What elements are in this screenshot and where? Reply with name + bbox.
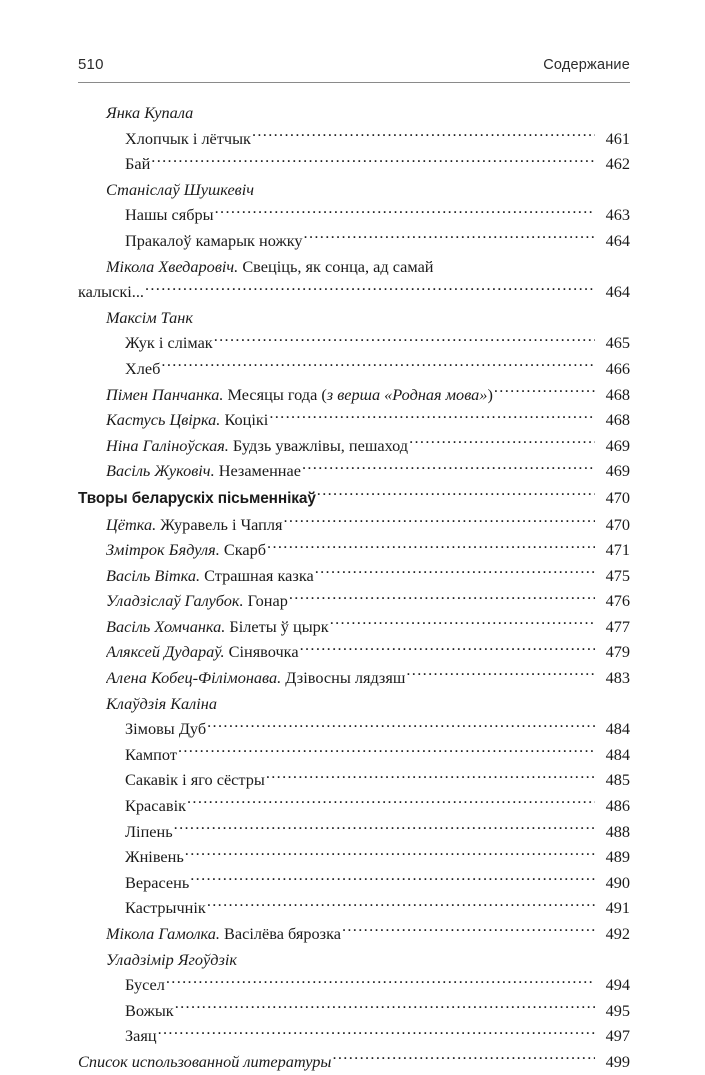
toc-leader-dots	[302, 460, 595, 476]
toc-entry-label: калыскі...	[78, 282, 144, 302]
toc-entry-label: Кастрычнік	[125, 898, 206, 918]
toc-entry-author: Ніна Галіноўская.	[106, 435, 229, 455]
toc-entry-author: Васіль Хомчанка.	[106, 616, 226, 636]
toc-entry-author: Васіль Жуковіч.	[106, 461, 215, 481]
toc-entry[interactable]	[78, 433, 630, 459]
toc-entry[interactable]	[78, 1049, 630, 1075]
toc-entry-page-number: 464	[605, 282, 630, 302]
toc-entry-page-number: 465	[605, 333, 630, 353]
toc-entry-author: Цётка.	[106, 514, 157, 534]
toc-entry[interactable]	[78, 563, 630, 589]
toc-entry-author: Мікола Хведаровіч.	[106, 256, 239, 276]
toc-entry-label	[106, 614, 329, 640]
toc-entry[interactable]	[78, 279, 630, 305]
toc-entry[interactable]	[78, 228, 630, 254]
toc-entry-label	[106, 458, 301, 484]
toc-entry-page-number: 475	[605, 565, 630, 585]
toc-entry-author: Мікола Гамолка.	[106, 924, 220, 943]
toc-entry-author: Васіль Вітка.	[106, 565, 201, 585]
toc-entry[interactable]	[78, 614, 630, 640]
toc-entry[interactable]	[78, 356, 630, 382]
page-folio-number: 510	[78, 56, 104, 73]
toc-leader-dots	[175, 999, 595, 1015]
toc-author-heading: Янка Купала	[106, 103, 194, 122]
toc-entry-label: Красавік	[125, 796, 186, 816]
toc-entry[interactable]	[78, 921, 630, 947]
toc-entry-page-number: 479	[605, 642, 630, 662]
toc-leader-dots	[166, 974, 595, 990]
toc-entry-label: Сакавік і яго сёстры	[125, 770, 265, 790]
toc-leader-dots	[269, 409, 595, 425]
toc-entry-author: Аляксей Дудараў.	[106, 642, 225, 662]
toc-entry-label: Нашы сябры	[125, 205, 214, 225]
toc-entry[interactable]	[78, 742, 630, 768]
toc-entry-page-number: 488	[605, 821, 630, 841]
toc-entry-label: Жнівень	[125, 847, 184, 867]
toc-entry-author: Кастусь Цвірка.	[106, 410, 221, 430]
toc-entry[interactable]	[78, 665, 630, 691]
toc-entry-page-number: 461	[605, 128, 630, 148]
toc-leader-dots	[284, 513, 596, 529]
toc-leader-dots	[494, 383, 595, 399]
toc-entry[interactable]	[78, 407, 630, 433]
toc-entry-label: Список использованной литературы	[78, 1051, 332, 1071]
page-running-head	[78, 56, 630, 73]
toc-entry-title: Свеціць, як сонца, ад самай	[238, 256, 434, 276]
toc-entry-page-number: 476	[605, 591, 630, 611]
toc-entry-label	[106, 433, 408, 459]
page-running-title: Содержание	[543, 57, 630, 73]
toc-entry-page-number: 470	[605, 514, 630, 534]
toc-entry-page-number: 497	[605, 1026, 630, 1046]
toc-leader-dots	[266, 769, 595, 785]
toc-entry[interactable]	[78, 330, 630, 356]
toc-entry-page-number: 462	[605, 154, 630, 174]
toc-entry-label	[106, 407, 268, 433]
toc-entry[interactable]	[78, 1023, 630, 1049]
toc-entry-label	[106, 665, 405, 691]
toc-entry-page-number: 468	[605, 384, 630, 404]
toc-entry-page-number: 495	[605, 1000, 630, 1020]
toc-entry-page-number: 490	[605, 872, 630, 892]
toc-entry[interactable]	[78, 767, 630, 793]
toc-entry-title: Будзь уважлівы, пешаход	[228, 435, 409, 455]
toc-author-heading: Станіслаў Шушкевіч	[106, 179, 255, 199]
toc-entry-title-tail: )	[487, 384, 493, 404]
toc-entry-label: Творы беларускіх пісьменнікаў	[78, 489, 316, 507]
toc-entry[interactable]	[78, 716, 630, 742]
toc-entry-label	[106, 639, 299, 665]
toc-entry[interactable]	[78, 126, 630, 152]
toc-entry-page-number: 492	[605, 924, 630, 943]
toc-leader-dots	[185, 846, 595, 862]
toc-entry-label	[106, 563, 314, 589]
toc-entry-title: Васілёва бярозка	[219, 924, 341, 943]
toc-entry[interactable]	[78, 537, 630, 563]
toc-entry-page-number: 484	[605, 719, 630, 739]
toc-entry-label: Бусел	[125, 975, 165, 995]
toc-entry-title: Сінявочка	[224, 642, 299, 662]
toc-leader-dots	[178, 744, 595, 760]
toc-leader-dots	[190, 872, 595, 888]
toc-entry-page-number: 463	[605, 205, 630, 225]
toc-leader-dots	[207, 897, 595, 913]
toc-leader-dots	[317, 487, 595, 503]
toc-entry-title: Гонар	[243, 591, 288, 611]
toc-entry-label: Бай	[125, 154, 151, 174]
toc-leader-dots	[145, 281, 595, 297]
toc-entry-page-number: 499	[605, 1051, 630, 1071]
toc-entry-page-number: 470	[605, 487, 630, 507]
toc-entry-page-number: 468	[605, 410, 630, 430]
toc-entry-page-number: 489	[605, 847, 630, 867]
toc-entry-title: Месяцы года (	[223, 384, 327, 404]
toc-entry-label	[106, 921, 341, 947]
toc-leader-dots	[406, 667, 595, 683]
toc-entry-label: Вожык	[125, 1000, 174, 1020]
toc-entry-label	[106, 537, 266, 563]
toc-leader-dots	[332, 1051, 595, 1067]
toc-leader-dots	[151, 153, 595, 169]
toc-leader-dots	[315, 564, 595, 580]
table-of-contents	[78, 100, 630, 1075]
toc-entry-label: Хлеб	[125, 358, 161, 378]
toc-leader-dots	[214, 332, 595, 348]
toc-entry[interactable]	[78, 151, 630, 177]
toc-entry[interactable]	[78, 793, 630, 819]
toc-entry-author: Алена Кобец-Філімонава.	[106, 668, 282, 688]
toc-entry[interactable]	[78, 254, 630, 280]
toc-entry[interactable]	[78, 895, 630, 921]
toc-leader-dots	[207, 718, 595, 734]
toc-leader-dots	[215, 204, 595, 220]
toc-author-heading: Уладзімір Ягоўдзік	[106, 949, 237, 969]
toc-entry-label: Ліпень	[125, 821, 173, 841]
toc-entry-page-number: 485	[605, 770, 630, 790]
toc-entry-title: Страшная казка	[200, 565, 314, 585]
toc-entry-page-number: 464	[605, 230, 630, 250]
toc-author-heading: Максім Танк	[106, 307, 193, 327]
toc-entry-title: Скарб	[219, 540, 267, 560]
toc-entry-page-number: 471	[605, 540, 630, 560]
toc-entry[interactable]	[78, 485, 630, 512]
toc-entry[interactable]	[78, 512, 630, 538]
toc-entry-label	[106, 254, 434, 280]
toc-entry-label: Хлопчык і лётчык	[125, 128, 251, 148]
toc-entry-title: Дзівосны лядзяш	[281, 668, 406, 688]
toc-entry-label: Зімовы Дуб	[125, 719, 207, 739]
toc-entry[interactable]	[78, 382, 630, 408]
toc-entry-label	[106, 588, 288, 614]
toc-leader-dots	[289, 590, 595, 606]
toc-entry-source-note: з верша «Родная мова»	[326, 384, 488, 404]
toc-leader-dots	[409, 434, 595, 450]
toc-entry-label	[106, 512, 283, 538]
toc-entry[interactable]	[78, 639, 630, 665]
toc-entry[interactable]	[78, 998, 630, 1024]
toc-entry-author: Уладзіслаў Галубок.	[106, 591, 244, 611]
toc-leader-dots	[161, 358, 595, 374]
toc-leader-dots	[158, 1025, 595, 1041]
header-divider-rule	[78, 82, 630, 83]
toc-entry-page-number: 466	[605, 358, 630, 378]
toc-entry-page-number: 484	[605, 744, 630, 764]
toc-entry[interactable]	[78, 819, 630, 845]
toc-entry-page-number: 486	[605, 796, 630, 816]
toc-leader-dots	[174, 820, 595, 836]
toc-entry-author: Змітрок Бядуля.	[106, 540, 220, 560]
toc-entry[interactable]	[78, 458, 630, 484]
toc-entry-page-number: 469	[605, 435, 630, 455]
toc-entry-label	[106, 382, 493, 408]
toc-leader-dots	[342, 923, 595, 939]
toc-entry-label: Заяц	[125, 1026, 157, 1046]
toc-entry-label: Жук і слімак	[125, 333, 213, 353]
toc-entry-page-number: 469	[605, 461, 630, 481]
toc-entry-page-number: 477	[605, 616, 630, 636]
toc-entry-title: Журавель і Чапля	[156, 514, 283, 534]
toc-leader-dots	[330, 616, 595, 632]
toc-entry[interactable]	[78, 202, 630, 228]
toc-entry-label: Пракалоў камарык ножку	[125, 230, 303, 250]
toc-leader-dots	[252, 127, 595, 143]
toc-entry-page-number: 483	[605, 668, 630, 688]
toc-entry-title: Коцікі	[220, 410, 269, 430]
toc-entry-author: Пімен Панчанка.	[106, 384, 224, 404]
toc-entry-title: Незаменнае	[214, 461, 301, 481]
toc-entry-label: Верасень	[125, 872, 190, 892]
toc-entry[interactable]	[78, 588, 630, 614]
toc-leader-dots	[187, 795, 595, 811]
toc-entry-title: Білеты ў цырк	[225, 616, 329, 636]
toc-leader-dots	[267, 539, 595, 555]
toc-entry-page-number: 494	[605, 975, 630, 995]
toc-entry-page-number: 491	[605, 898, 630, 918]
toc-entry-label: Кампот	[125, 744, 177, 764]
toc-leader-dots	[300, 641, 595, 657]
toc-entry[interactable]	[78, 972, 630, 998]
toc-author-heading: Клаўдзія Каліна	[106, 693, 218, 713]
toc-entry[interactable]	[78, 870, 630, 896]
toc-leader-dots	[304, 230, 595, 246]
toc-entry[interactable]	[78, 844, 630, 870]
